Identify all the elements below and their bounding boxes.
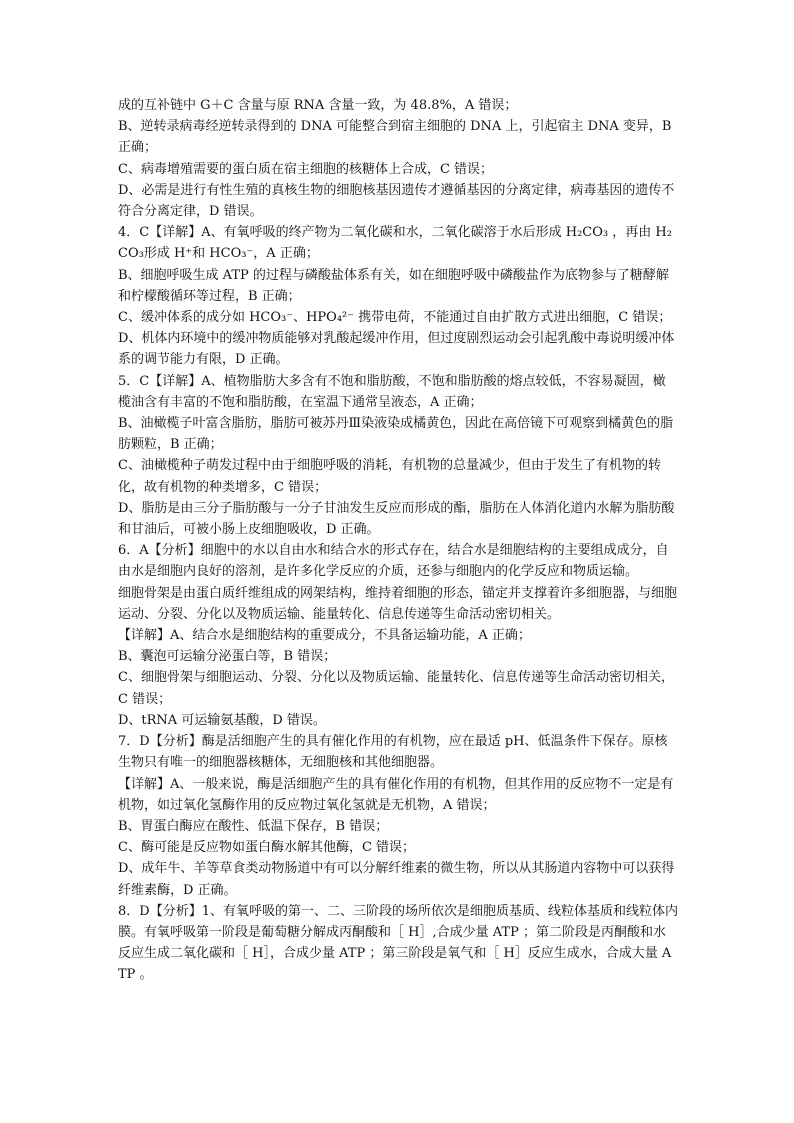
question-7-answer: 7．D【分析】酶是活细胞产生的具有催化作用的有机物，应在最适 pH、低温条件下保存。原核生物只有唯一的细胞器核糖体，无细胞核和其他细胞器。 xyxy=(118,734,668,771)
question-5-answer: 5．C【详解】A、植物脂肪大多含有不饱和脂肪酸，不饱和脂肪酸的熔点较低，不容易凝固，橄榄油含有丰富的不饱和脂肪酸，在室温下通常呈液态，A 正确； xyxy=(118,373,666,410)
text-line: 【详解】A、一般来说，酶是活细胞产生的具有催化作用的有机物，但其作用的反应物不一定是有机物，如过氧化氢酶作用的反应物过氧化氢就是无机物，A 错误； xyxy=(118,776,674,813)
text-line: D、脂肪是由三分子脂肪酸与一分子甘油发生反应而形成的酯，脂肪在人体消化道内水解为脂肪酸和甘油后，可被小肠上皮细胞吸收，D 正确。 xyxy=(118,500,675,538)
text-line: C、细胞骨架与细胞运动、分裂、分化以及物质运输、能量转化、信息传递等生命活动密切相关，C 错误； xyxy=(118,670,674,707)
text-line: 成的互补链中 G＋C 含量与原 RNA 含量一致，为 48.8%，A 错误； xyxy=(118,98,518,113)
text-line: D、必需是进行有性生殖的真核生物的细胞核基因遗传才遵循基因的分离定律，病毒基因的遗传不符合分离定律，D 错误。 xyxy=(118,182,675,220)
text-line: 细胞骨架是由蛋白质纤维组成的网架结构，维持着细胞的形态，锚定并支撑着许多细胞器，与细胞运动、分裂、分化以及物质运输、能量转化、信息传递等生命活动密切相关。 xyxy=(118,585,678,622)
text-line: D、机体内环境中的缓冲物质能够对乳酸起缓冲作用，但过度剧烈运动会引起乳酸中毒说明缓冲体系的调节能力有限，D 正确。 xyxy=(118,331,675,368)
text-line: D、tRNA 可运输氨基酸，D 错误。 xyxy=(118,712,326,728)
text-line: B、油橄榄子叶富含脂肪，脂肪可被苏丹Ⅲ染液染成橘黄色，因此在高倍镜下可观察到橘黄色的脂肪颗粒，B 正确； xyxy=(118,416,674,453)
text-line: D、成年牛、羊等草食类动物肠道中有可以分解纤维素的微生物，所以从其肠道内容物中可以获得纤维素酶，D 正确。 xyxy=(118,861,675,898)
answer-explanation-text xyxy=(118,95,678,986)
text-line: C、酶可能是反应物如蛋白酶水解其他酶，C 错误； xyxy=(118,840,416,856)
text-line: B、细胞呼吸生成 ATP 的过程与磷酸盐体系有关，如在细胞呼吸中磷酸盐作为底物参与了糖酵解和柠檬酸循环等过程，B 正确； xyxy=(118,267,669,304)
text-line: B、逆转录病毒经逆转录得到的 DNA 可能整合到宿主细胞的 DNA 上，引起宿主 DNA 变异，B 正确； xyxy=(118,119,672,156)
text-line: C、病毒增殖需要的蛋白质在宿主细胞的核糖体上合成，C 错误； xyxy=(118,161,494,177)
text-line: B、胃蛋白酶应在酸性、低温下保存，B 错误； xyxy=(118,818,389,834)
question-6-answer: 6．A【分析】细胞中的水以自由水和结合水的形式存在，结合水是细胞结构的主要组成成分，自由水是细胞内良好的溶剂，是许多化学反应的介质，还参与细胞内的化学反应和物质运输。 xyxy=(118,543,669,580)
text-line: C、缓冲体系的成分如 HCO₃⁻、HPO₄²⁻ 携带电荷，不能通过自由扩散方式进出细胞，C 错误； xyxy=(118,310,672,326)
text-line: C、油橄榄种子萌发过程中由于细胞呼吸的消耗，有机物的总量减少，但由于发生了有机物的转化，故有机物的种类增多，C 错误； xyxy=(118,458,661,495)
text-line: 【详解】A、结合水是细胞结构的重要成分，不具备运输功能，A 正确； xyxy=(118,628,531,644)
question-8-answer: 8．D【分析】1、有氧呼吸的第一、二、三阶段的场所依次是细胞质基质、线粒体基质和线粒体内膜。有氧呼吸第一阶段是葡萄糖分解成丙酮酸和［ H］,合成少量 ATP ；第二阶段是丙酮酸和水反应生成二氧化碳和［ H］，合成少量 ATP ；第三阶段是氧气和［ H］反应生成水，合成大量 ATP 。 xyxy=(118,903,678,983)
question-4-answer: 4．C【详解】A、有氧呼吸的终产物为二氧化碳和水，二氧化碳溶于水后形成 H₂CO₃ ，再由 H₂CO₃形成 H⁺和 HCO₃⁻，A 正确； xyxy=(118,225,672,262)
text-line: B、囊泡可运输分泌蛋白等，B 错误； xyxy=(118,649,337,665)
